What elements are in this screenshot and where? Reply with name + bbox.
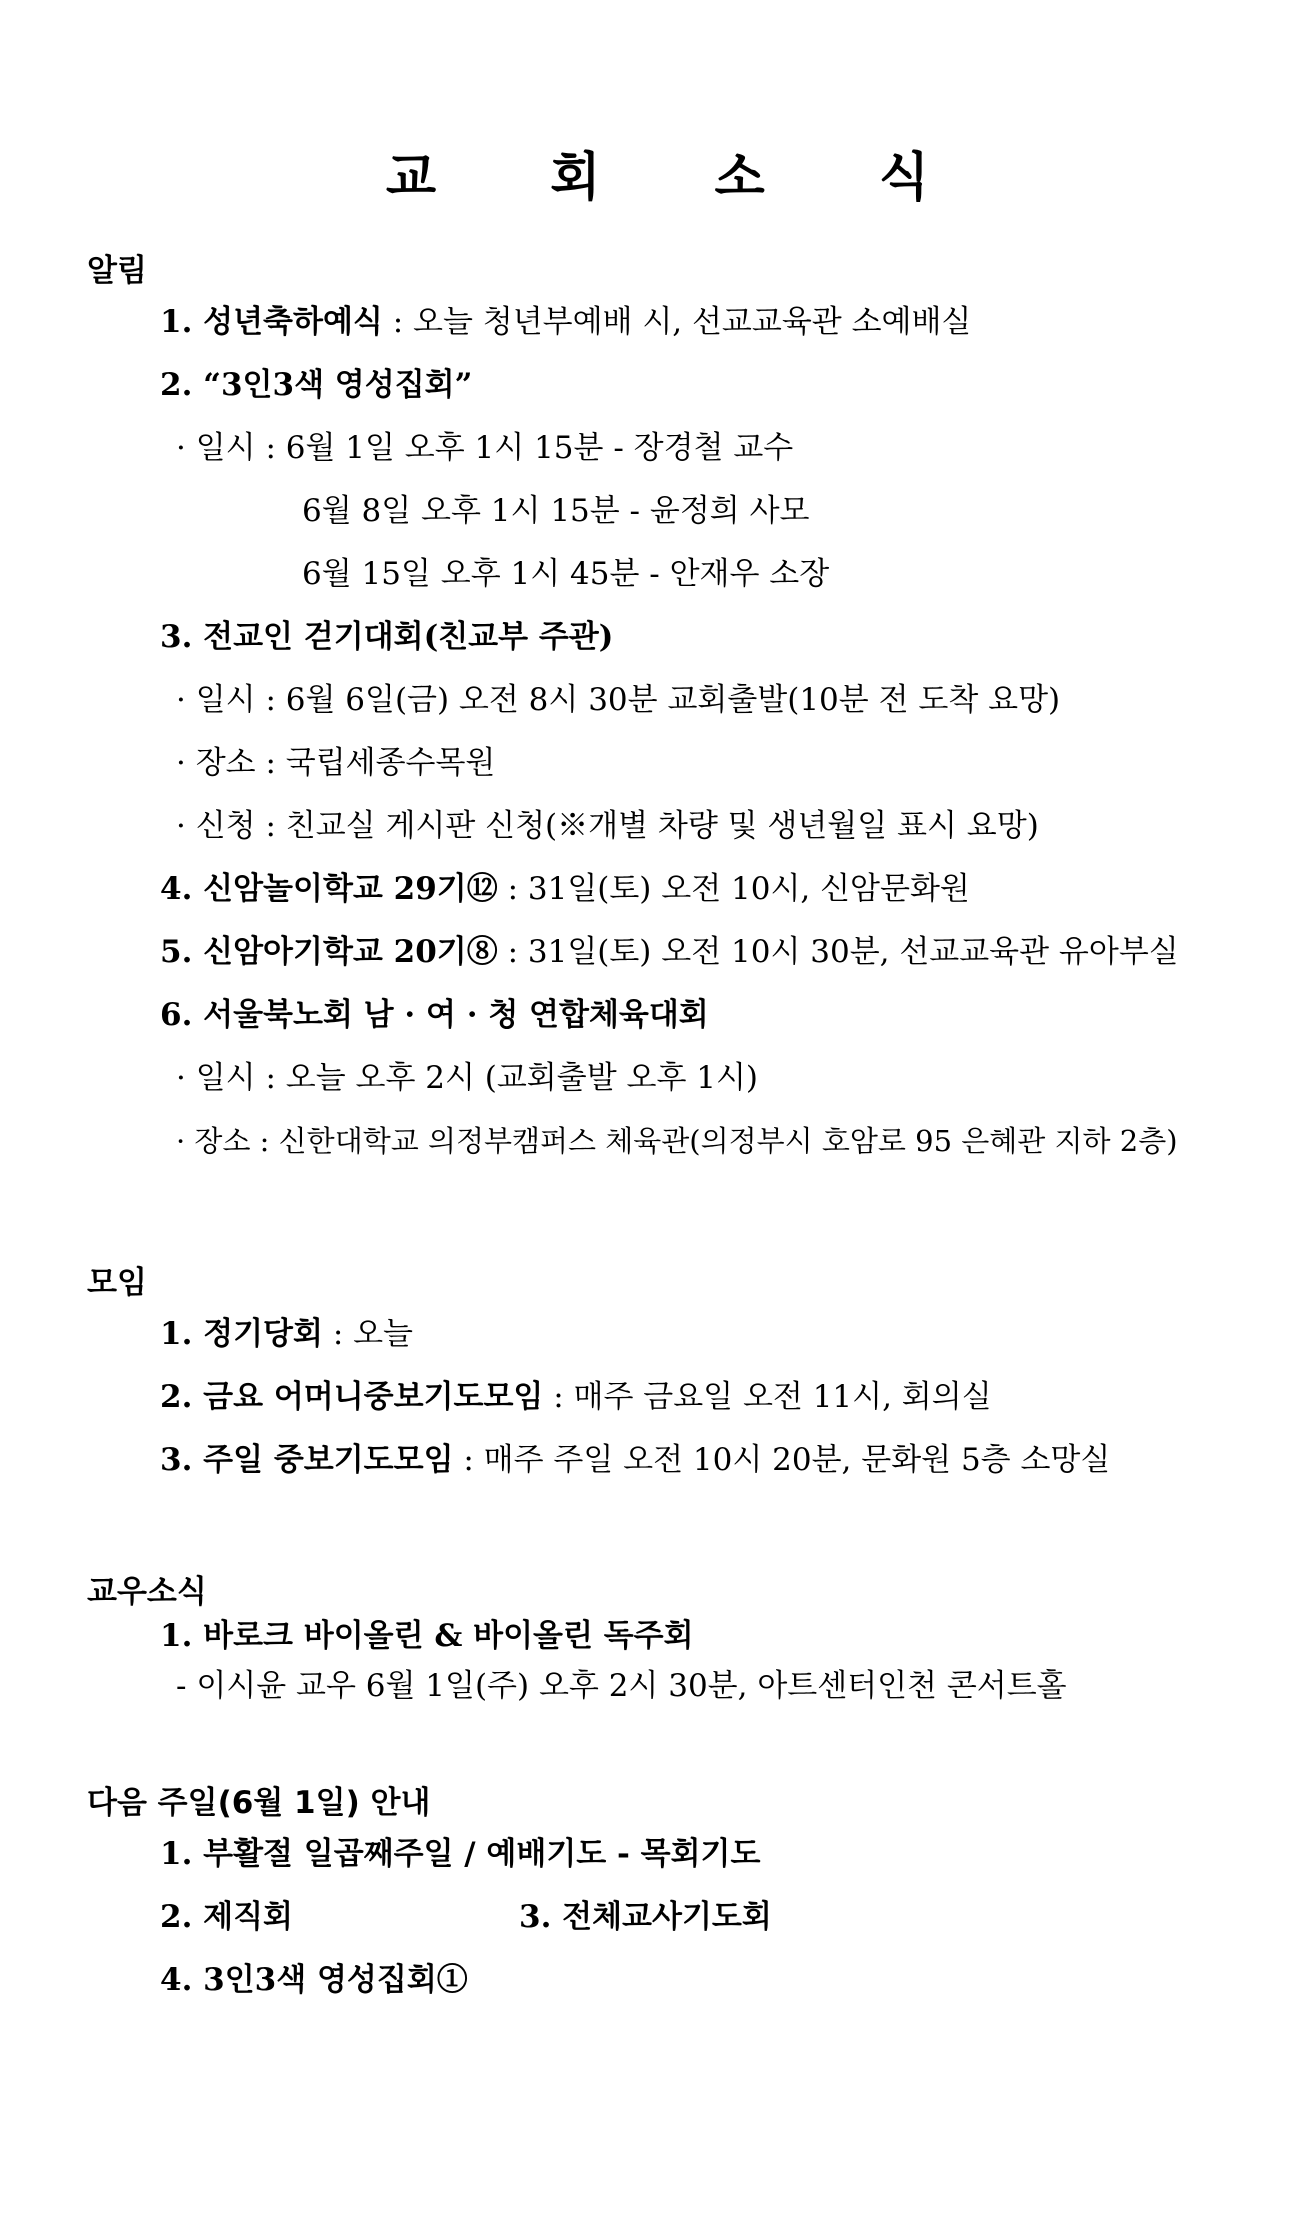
notice-6-detail-1: · 일시 : 오늘 오후 2시 (교회출발 오후 1시) [176,1060,759,1096]
meeting-2-title: 2. 금요 어머니중보기도모임 [160,1379,544,1415]
notice-5-title: 5. 신암아기학교 20기⑧ [160,934,498,970]
section-heading-members: 교우소식 [87,1574,207,1610]
meeting-3-detail: : 매주 주일 오전 10시 20분, 문화원 5층 소망실 [463,1442,1111,1478]
section-heading-notices: 알림 [87,253,147,289]
section-heading-meetings: 모임 [87,1265,147,1301]
meeting-2-detail: : 매주 금요일 오전 11시, 회의실 [553,1379,992,1415]
notice-2-detail-1: · 일시 : 6월 1일 오후 1시 15분 - 장경철 교수 [176,430,794,466]
notice-6-detail-2: · 장소 : 신한대학교 의정부캠퍼스 체육관(의정부시 호암로 95 은혜관 지하 2층) [176,1124,1178,1158]
next-sunday-3: 3. 전체교사기도회 [519,1899,772,1935]
section-heading-next-sunday: 다음 주일(6월 1일) 안내 [87,1785,431,1821]
notice-4-title: 4. 신암놀이학교 29기⑫ [160,871,498,907]
notice-5-detail: : 31일(토) 오전 10시 30분, 선교교육관 유아부실 [507,934,1179,970]
meeting-1-detail: : 오늘 [332,1316,414,1352]
meeting-3-title: 3. 주일 중보기도모임 [160,1442,454,1478]
notice-4 [160,869,970,909]
notice-3-detail-3: · 신청 : 친교실 게시판 신청(※개별 차량 및 생년월일 표시 요망) [176,808,1039,844]
notice-1-detail: : 오늘 청년부예배 시, 선교교육관 소예배실 [392,304,972,340]
meeting-3 [160,1440,1110,1480]
notice-1-title: 1. 성년축하예식 [160,304,383,340]
notice-4-detail: : 31일(토) 오전 10시, 신암문화원 [507,871,970,907]
notice-5 [160,932,1179,972]
notice-3-detail-2: · 장소 : 국립세종수목원 [176,745,496,781]
next-sunday-4: 4. 3인3색 영성집회① [160,1962,468,1998]
meeting-1 [160,1314,413,1354]
notice-3: 3. 전교인 걷기대회(친교부 주관) [160,619,614,655]
page-title: 교 회 소 식 [385,148,978,208]
next-sunday-1 [160,1834,760,1874]
notice-2-detail-2: 6월 8일 오후 1시 15분 - 윤정희 사모 [302,493,810,529]
next-sunday-1-text: 1. 부활절 일곱째주일 / 예배기도 - 목회기도 [160,1836,761,1872]
notice-1 [160,302,971,342]
notice-2-detail-3: 6월 15일 오후 1시 45분 - 안재우 소장 [302,556,830,592]
meeting-1-title: 1. 정기당회 [160,1316,323,1352]
member-news-1-detail: - 이시윤 교우 6월 1일(주) 오후 2시 30분, 아트센터인천 콘서트홀 [176,1668,1067,1704]
meeting-2 [160,1377,992,1417]
member-news-1: 1. 바로크 바이올린 & 바이올린 독주회 [160,1618,694,1654]
notice-2: 2. “3인3색 영성집회” [160,367,473,403]
notice-6: 6. 서울북노회 남 · 여 · 청 연합체육대회 [160,997,709,1033]
next-sunday-2: 2. 제직회 [160,1899,293,1935]
notice-3-detail-1: · 일시 : 6월 6일(금) 오전 8시 30분 교회출발(10분 전 도착 요망) [176,682,1061,718]
